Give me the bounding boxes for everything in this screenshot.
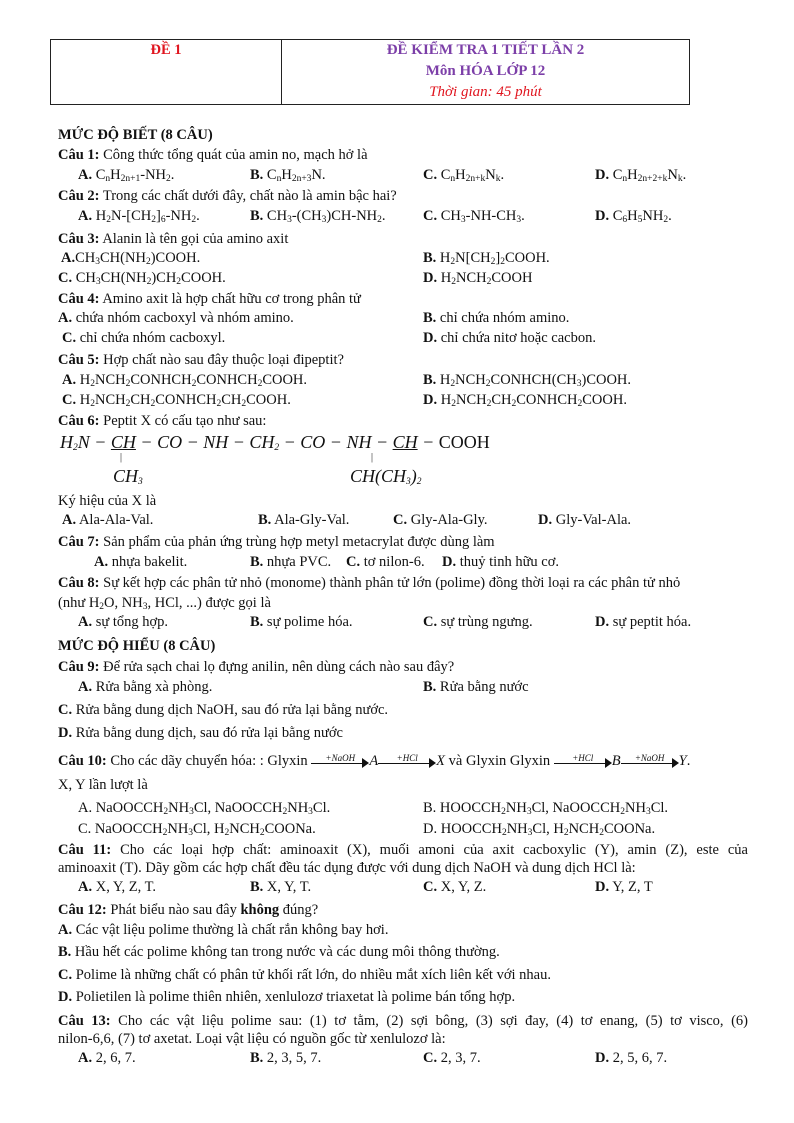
answer-c: C. $H_2NCH_2CH_2CONHCH_2CH_2COOH$. xyxy=(62,392,291,409)
question-label: Câu 11: xyxy=(58,842,112,858)
answer-c: C. 2, 3, 7. xyxy=(423,1050,481,1066)
question-8 xyxy=(58,574,758,592)
question-13 xyxy=(58,1012,748,1030)
side-chain-isopropyl: $CH(CH_3)_2$ xyxy=(350,466,422,487)
exam-code: ĐỀ 1 xyxy=(150,42,182,58)
bond-line: | xyxy=(120,452,123,463)
answer-b: B. sự polime hóa. xyxy=(250,614,353,630)
answer-d: D. Rửa bằng dung dịch, sau đó rửa lại bằng nước xyxy=(58,725,343,741)
exam-subject: Môn HÓA LỚP 12 xyxy=(425,63,546,79)
question-text: Hợp chất nào sau đây thuộc loại đipeptit? xyxy=(99,352,344,368)
question-6 xyxy=(58,412,758,430)
exam-code-cell xyxy=(51,40,282,105)
answer-b: B. $CH_3-(CH_3)CH-NH_2$. xyxy=(250,208,386,225)
question-10-after: X, Y lần lượt là xyxy=(58,777,148,793)
question-11-cont: aminoaxit (T). Dãy gồm các hợp chất đều tác dụng được với dung dịch NaOH và dung dịch HCl là: xyxy=(58,860,636,876)
answer-c: C. $C_nH_{2n+k}N_k$. xyxy=(423,167,505,184)
question-text: Để rửa sạch chai lọ đựng anilin, nên dùng cách nào sau đây? xyxy=(99,659,455,675)
question-label: Câu 10: xyxy=(58,753,107,769)
answer-a: A. Ala-Ala-Val. xyxy=(62,512,154,528)
answer-c: C. Gly-Ala-Gly. xyxy=(393,512,488,528)
question-label: Câu 7: xyxy=(58,534,100,550)
answer-a: A. Các vật liệu polime thường là chất rắn không bay hơi. xyxy=(58,922,389,938)
answer-a: A. Rửa bằng xà phòng. xyxy=(78,679,213,695)
question-text: Cho các dãy chuyển hóa: : Glyxin xyxy=(106,753,308,769)
answer-d: D. Gly-Val-Ala. xyxy=(538,512,632,528)
question-5 xyxy=(58,351,758,369)
question-9 xyxy=(58,658,758,676)
answer-d: D. Y, Z, T xyxy=(595,879,653,895)
reaction-arrow: +NaOH xyxy=(621,754,679,770)
answer-c: C. chỉ chứa nhóm cacboxyl. xyxy=(62,330,226,346)
question-2 xyxy=(58,187,758,205)
answer-c: C. Rửa bằng dung dịch NaOH, sau đó rửa lại bằng nước. xyxy=(58,702,389,718)
question-text: Trong các chất dưới đây, chất nào là amin bậc hai? xyxy=(99,188,397,204)
answer-b: B. 2, 3, 5, 7. xyxy=(250,1050,322,1066)
answer-d: D. thuỷ tinh hữu cơ. xyxy=(442,554,560,570)
question-3 xyxy=(58,230,758,248)
question-10: Câu 10: Cho các dãy chuyển hóa: : Glyxin +NaOH A +HCl X và Glyxin Glyxin +HCl B +NaOH Y. xyxy=(58,752,691,769)
answer-c: C. $NaOOCCH_2NH_3Cl$, $H_2NCH_2COONa$. xyxy=(78,821,316,838)
answer-d: D. 2, 5, 6, 7. xyxy=(595,1050,668,1066)
answer-b: B. $H_2N[CH_2]_2COOH$. xyxy=(423,250,550,267)
answer-d: D. sự peptit hóa. xyxy=(595,614,692,630)
question-text: Cho các vật liệu polime sau: (1) tơ tằm, (2) sợi bông, (3) sợi đay, (4) tơ enang, (5) tơ visco, (6) xyxy=(110,1013,748,1029)
question-7 xyxy=(58,533,758,551)
question-text: Sản phẩm của phản ứng trùng hợp metyl metacrylat được dùng làm xyxy=(99,534,495,550)
question-text: Peptit X có cấu tạo như sau: xyxy=(99,413,267,429)
question-label: Câu 1: xyxy=(58,147,100,163)
question-text: Công thức tổng quát của amin no, mạch hở là xyxy=(99,147,368,163)
peptide-formula: $H_2N$ − CH − CO − NH − $CH_2$ − CO − NH − CH − COOH xyxy=(60,432,490,453)
answer-a: A. sự tổng hợp. xyxy=(78,614,169,630)
question-13-cont: nilon-6,6, (7) tơ axetat. Loại vật liệu có nguồn gốc từ xenlulozơ là: xyxy=(58,1031,446,1047)
answer-a: A. 2, 6, 7. xyxy=(78,1050,136,1066)
question-label: Câu 8: xyxy=(58,575,100,591)
section-title: MỨC ĐỘ HIỂU (8 CÂU) xyxy=(58,638,216,654)
answer-c: C. $CH_3CH(NH_2)CH_2COOH$. xyxy=(58,270,226,287)
question-text: Amino axit là hợp chất hữu cơ trong phân tử xyxy=(99,291,361,307)
answer-c: C. $CH_3-NH-CH_3$. xyxy=(423,208,525,225)
question-text: và Glyxin xyxy=(448,753,507,769)
question-label: Câu 9: xyxy=(58,659,100,675)
answer-c: C. X, Y, Z. xyxy=(423,879,487,895)
answer-b: B. X, Y, T. xyxy=(250,879,312,895)
question-12: Câu 12: Phát biểu nào sau đây không đúng? xyxy=(58,902,319,918)
answer-b: B. $C_nH_{2n+3}N$. xyxy=(250,167,326,184)
side-chain-methyl: $CH_3$ xyxy=(113,466,143,487)
reaction-arrow: +NaOH xyxy=(311,754,369,770)
answer-b: B. Rửa bằng nước xyxy=(423,679,529,695)
question-4 xyxy=(58,290,758,308)
exam-time: Thời gian: 45 phút xyxy=(429,84,542,100)
answer-d: D. $C_nH_{2n+2+k}N_k$. xyxy=(595,167,687,184)
question-label: Câu 4: xyxy=(58,291,100,307)
reaction-arrow: +HCl xyxy=(378,754,436,770)
answer-d: D. $HOOCCH_2NH_3Cl$, $H_2NCH_2COONa$. xyxy=(423,821,656,838)
bond-line: | xyxy=(371,452,374,463)
question-label: Câu 12: xyxy=(58,902,107,918)
answer-a: A. chứa nhóm cacboxyl và nhóm amino. xyxy=(58,310,294,326)
answer-b: B. Ala-Gly-Val. xyxy=(258,512,350,528)
question-8-cont: (như $H_2O$, $NH_3$, HCl, ...) được gọi là xyxy=(58,595,271,612)
answer-a: A. $H_2N-[CH_2]_6-NH_2$. xyxy=(78,208,200,225)
answer-d: D. chỉ chứa nitơ hoặc cacbon. xyxy=(423,330,596,346)
question-text: Sự kết hợp các phân tử nhỏ (monome) thành phân tử lớn (polime) đồng thời loại ra các phân tử nhỏ xyxy=(99,575,681,591)
answer-c: C. Polime là những chất có phân tử khối rất lớn, do nhiều mắt xích liên kết với nhau. xyxy=(58,967,551,983)
question-label: Câu 6: xyxy=(58,413,100,429)
question-text: Alanin là tên gọi của amino axit xyxy=(99,231,289,247)
answer-a: A. $H_2NCH_2CONHCH_2CONHCH_2COOH$. xyxy=(62,372,308,389)
answer-b: B. nhựa PVC. xyxy=(250,554,332,570)
answer-d: D. $C_6H_5NH_2$. xyxy=(595,208,672,225)
question-label: Câu 5: xyxy=(58,352,100,368)
answer-a: A. nhựa bakelit. xyxy=(94,554,188,570)
answer-c: C. sự trùng ngưng. xyxy=(423,614,533,630)
question-label: Câu 2: xyxy=(58,188,100,204)
question-6-after: Ký hiệu của X là xyxy=(58,493,157,509)
question-text: Cho các loại hợp chất: aminoaxit (X), muối amoni của axit cacboxylic (Y), amin (Z), este của xyxy=(111,842,748,858)
answer-d: D. Polietilen là polime thiên nhiên, xenlulozơ triaxetat là polime bán tổng hợp. xyxy=(58,989,516,1005)
answer-d: D. $H_2NCH_2COOH$ xyxy=(423,270,533,287)
answer-b: B. $HOOCCH_2NH_3Cl$, $NaOOCCH_2NH_3Cl$. xyxy=(423,800,669,817)
question-label: Câu 3: xyxy=(58,231,100,247)
question-label: Câu 13: xyxy=(58,1013,111,1029)
answer-b: B. chỉ chứa nhóm amino. xyxy=(423,310,570,326)
exam-header xyxy=(50,39,690,105)
answer-d: D. $H_2NCH_2CH_2CONHCH_2COOH$. xyxy=(423,392,627,409)
question-1 xyxy=(58,146,758,164)
answer-b: B. Hầu hết các polime không tan trong nước và các dung môi thông thường. xyxy=(58,944,500,960)
answer-a: A. $NaOOCCH_2NH_3Cl$, $NaOOCCH_2NH_3Cl$. xyxy=(78,800,331,817)
answer-a: A. $C_nH_{2n+1}-NH_2$. xyxy=(78,167,175,184)
answer-a: A. X, Y, Z, T. xyxy=(78,879,157,895)
answer-b: B. $H_2NCH_2CONHCH(CH_3)COOH$. xyxy=(423,372,632,389)
answer-c: C. tơ nilon-6. xyxy=(346,554,425,570)
section-title: MỨC ĐỘ BIẾT (8 CÂU) xyxy=(58,127,213,143)
question-11 xyxy=(58,841,748,859)
answer-a: $A.CH_3CH(NH_2)COOH$. xyxy=(61,250,201,267)
exam-title-cell xyxy=(282,40,690,105)
exam-title: ĐỀ KIỂM TRA 1 TIẾT LẦN 2 xyxy=(386,42,585,58)
reaction-arrow: +HCl xyxy=(554,754,612,770)
